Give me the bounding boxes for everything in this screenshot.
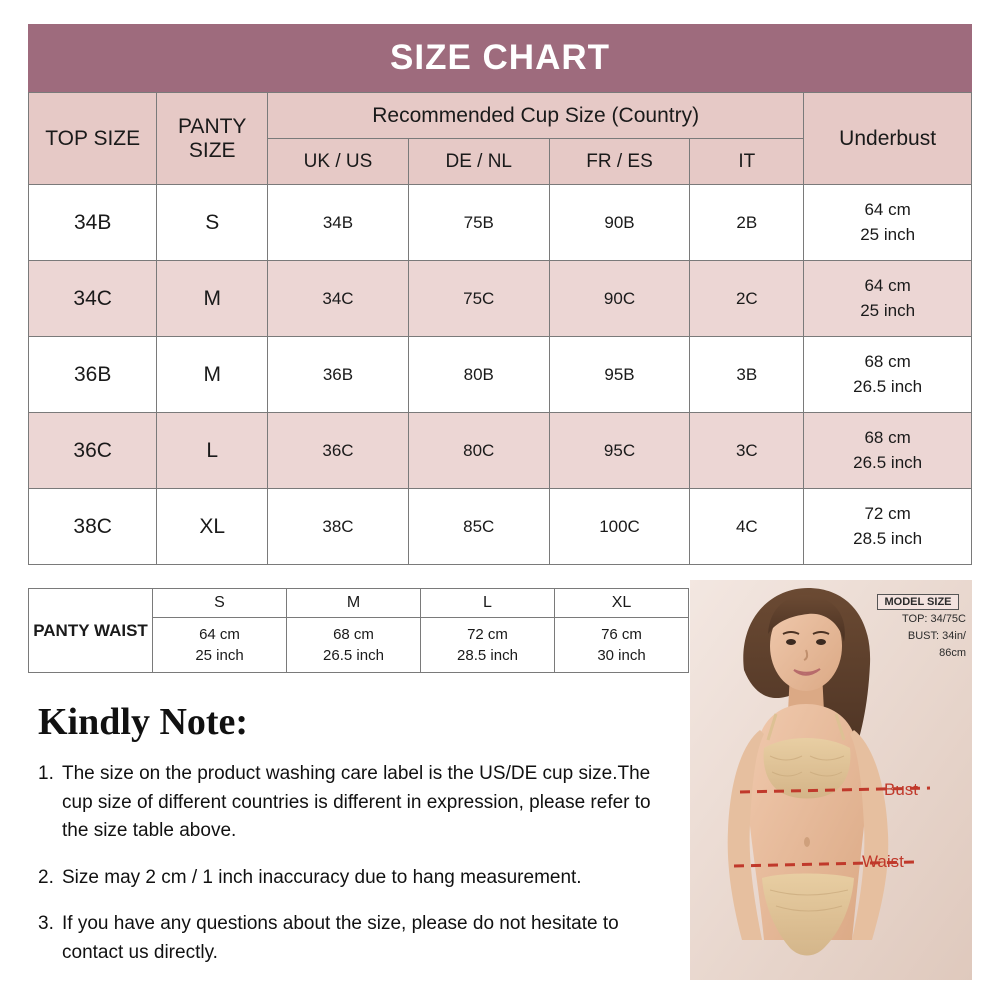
cell-underbust	[804, 261, 972, 337]
waist-size-m: M	[287, 589, 421, 618]
waist-value-l	[421, 618, 555, 673]
note-text: The size on the product washing care label is the US/DE cup size.The cup size of different countries is different in expression, please refer to the size table above.	[62, 763, 651, 841]
cell-de-nl: 75B	[408, 185, 549, 261]
waist-row-label-text: PANTY WAIST	[33, 620, 148, 640]
cell-fr-es: 95C	[549, 413, 690, 489]
model-size-bust: BUST: 34in/	[907, 629, 966, 642]
underbust-cm: 64 cm	[864, 199, 911, 219]
cell-panty-size: M	[157, 337, 268, 413]
waist-inch: 26.5 inch	[323, 647, 384, 664]
waist-cm: 76 cm	[601, 626, 642, 643]
header-panty-size: PANTY SIZE	[157, 93, 268, 185]
cell-underbust	[804, 337, 972, 413]
table-row	[29, 489, 972, 565]
table-row	[29, 337, 972, 413]
waist-cm: 72 cm	[467, 626, 508, 643]
cell-it: 3C	[690, 413, 804, 489]
cell-panty-size: XL	[157, 489, 268, 565]
cell-uk-us: 36B	[268, 337, 409, 413]
note-number: 1.	[38, 763, 54, 784]
header-de-nl: DE / NL	[408, 139, 549, 185]
waist-size-xl: XL	[555, 589, 689, 618]
note-number: 2.	[38, 866, 54, 888]
cell-fr-es: 90C	[549, 261, 690, 337]
cell-de-nl: 85C	[408, 489, 549, 565]
cell-it: 2B	[690, 185, 804, 261]
header-fr-es: FR / ES	[549, 139, 690, 185]
cell-top-size: 36C	[29, 413, 157, 489]
waist-cm: 64 cm	[199, 626, 240, 643]
cell-uk-us: 38C	[268, 489, 409, 565]
header-it: IT	[690, 139, 804, 185]
cell-panty-size: M	[157, 261, 268, 337]
note-text: Size may 2 cm / 1 inch inaccuracy due to hang measurement.	[62, 866, 582, 888]
cell-underbust	[804, 489, 972, 565]
kindly-note-title: Kindly Note:	[38, 701, 249, 743]
cell-it: 2C	[690, 261, 804, 337]
cell-de-nl: 75C	[408, 261, 549, 337]
cell-fr-es: 95B	[549, 337, 690, 413]
table-row	[29, 261, 972, 337]
cell-fr-es: 90B	[549, 185, 690, 261]
note-number: 3.	[38, 913, 54, 934]
underbust-inch: 26.5 inch	[853, 452, 923, 472]
waist-size-row	[29, 589, 689, 618]
note-item	[38, 864, 678, 893]
waist-inch: 30 inch	[597, 647, 646, 664]
header-recommended-cup-size: Recommended Cup Size (Country)	[268, 93, 804, 139]
waist-size-s: S	[153, 589, 287, 618]
note-item	[38, 760, 678, 846]
cell-top-size: 38C	[29, 489, 157, 565]
cell-top-size: 36B	[29, 337, 157, 413]
waist-value-m	[287, 618, 421, 673]
page-title-bar	[28, 24, 972, 92]
model-size-title: MODEL SIZE	[877, 594, 958, 610]
cell-panty-size: S	[157, 185, 268, 261]
table-header-row-1	[29, 93, 972, 139]
page-title: SIZE CHART	[390, 38, 610, 77]
underbust-cm: 72 cm	[864, 503, 911, 523]
panty-waist-table	[28, 588, 689, 673]
table-row	[29, 413, 972, 489]
waist-value-xl	[555, 618, 689, 673]
cell-uk-us: 34C	[268, 261, 409, 337]
cell-uk-us: 36C	[268, 413, 409, 489]
cell-top-size: 34C	[29, 261, 157, 337]
model-size-box	[866, 590, 970, 664]
underbust-cm: 68 cm	[864, 351, 911, 371]
cell-it: 3B	[690, 337, 804, 413]
cell-de-nl: 80B	[408, 337, 549, 413]
waist-cm: 68 cm	[333, 626, 374, 643]
cell-de-nl: 80C	[408, 413, 549, 489]
table-row	[29, 185, 972, 261]
cell-underbust	[804, 413, 972, 489]
cell-fr-es: 100C	[549, 489, 690, 565]
underbust-inch: 25 inch	[860, 224, 916, 244]
waist-row-label	[29, 589, 153, 673]
header-underbust: Underbust	[804, 93, 972, 185]
cell-panty-size: L	[157, 413, 268, 489]
underbust-inch: 26.5 inch	[853, 376, 923, 396]
underbust-inch: 25 inch	[860, 300, 916, 320]
waist-size-l: L	[421, 589, 555, 618]
size-chart-table	[28, 92, 972, 565]
underbust-cm: 64 cm	[864, 275, 911, 295]
waist-inch: 25 inch	[195, 647, 244, 664]
underbust-cm: 68 cm	[864, 427, 911, 447]
note-text: If you have any questions about the size, please do not hesitate to contact us directly.	[62, 913, 619, 963]
cell-top-size: 34B	[29, 185, 157, 261]
note-item	[38, 910, 678, 967]
waist-inch: 28.5 inch	[457, 647, 518, 664]
waist-value-s	[153, 618, 287, 673]
model-size-top: TOP: 34/75C	[902, 613, 966, 625]
cell-it: 4C	[690, 489, 804, 565]
kindly-note-list	[38, 760, 678, 985]
cell-underbust	[804, 185, 972, 261]
header-uk-us: UK / US	[268, 139, 409, 185]
cell-uk-us: 34B	[268, 185, 409, 261]
bust-measure-label: Bust	[884, 780, 919, 799]
waist-measure-label: Waist	[862, 852, 904, 871]
header-top-size: TOP SIZE	[29, 93, 157, 185]
model-size-bust-cm: 86cm	[939, 646, 966, 659]
underbust-inch: 28.5 inch	[853, 528, 923, 548]
